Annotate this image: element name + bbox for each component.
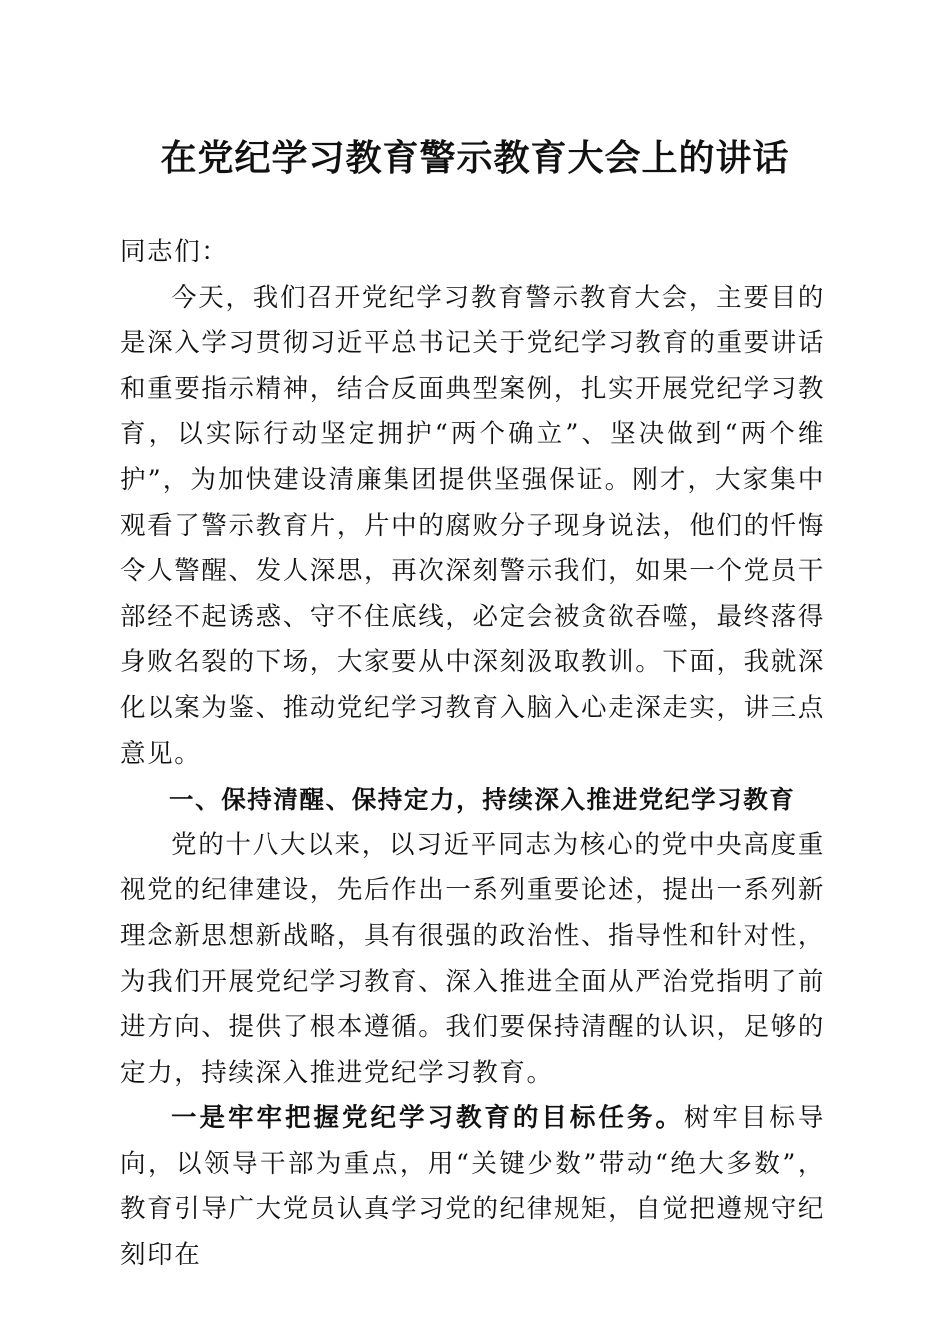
document-body bbox=[120, 230, 825, 1279]
salutation: 同志们： bbox=[120, 237, 229, 267]
point-1-text: 树牢目标导向，以领导干部为重点，用“关键少数”带动“绝大多数”，教育引导广大党员认真学习党的纪律规矩，自觉把遵规守纪刻印在 bbox=[120, 1103, 825, 1271]
point-1-paragraph bbox=[120, 1096, 825, 1278]
document-title: 在党纪学习教育警示教育大会上的讲话 bbox=[160, 137, 790, 179]
intro-paragraph: 今天，我们召开党纪学习教育警示教育大会，主要目的是深入学习贯彻习近平总书记关于党纪学习教育的重要讲话和重要指示精神，结合反面典型案例，扎实开展党纪学习教育，以实际行动坚定拥护“两个确立”、坚决做到“两个维护”，为加快建设清廉集团提供坚强保证。刚才，大家集中观看了警示教育片，片中的腐败分子现身说法，他们的忏悔令人警醒、发人深思，再次深刻警示我们，如果一个党员干部经不起诱惑、守不住底线，必定会被贪欲吞噬，最终落得身败名裂的下场，大家要从中深刻汲取教训。下面，我就深化以案为鉴、推动党纪学习教育入脑入心走深走实，讲三点意见。 bbox=[120, 282, 825, 769]
section-1-paragraph: 党的十八大以来，以习近平同志为核心的党中央高度重视党的纪律建设，先后作出一系列重要论述，提出一系列新理念新思想新战略，具有很强的政治性、指导性和针对性，为我们开展党纪学习教育、深入推进全面从严治党指明了前进方向、提供了根本遵循。我们要保持清醒的认识，足够的定力，持续深入推进党纪学习教育。 bbox=[120, 829, 825, 1088]
point-1-lead: 一是牢牢把握党纪学习教育的目标任务。 bbox=[171, 1103, 684, 1134]
section-1-heading: 一、保持清醒、保持定力，持续深入推进党纪学习教育 bbox=[169, 785, 796, 815]
